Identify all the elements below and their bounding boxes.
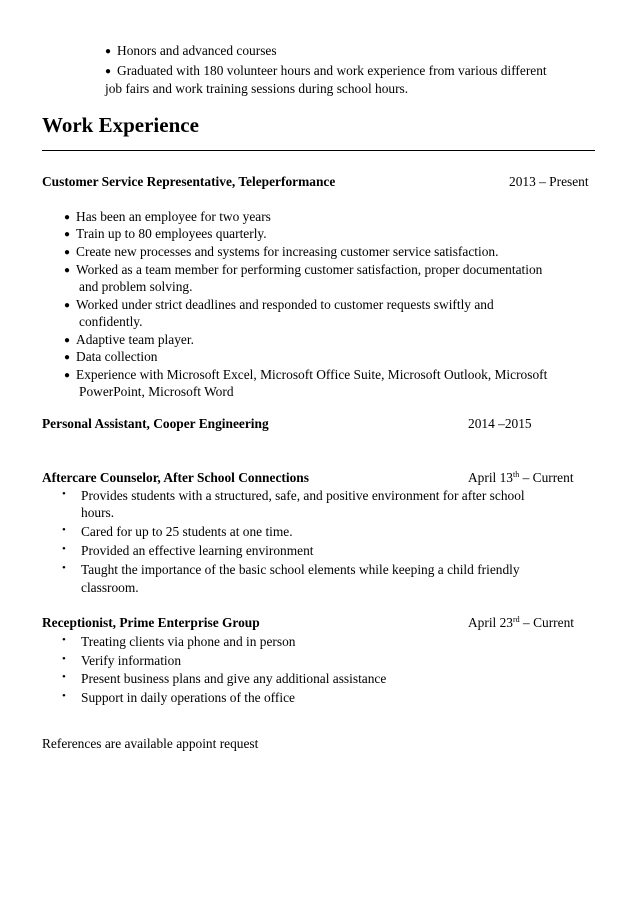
job-bullet [64, 349, 157, 365]
job-bullet-text: Data collection [76, 349, 158, 364]
education-bullet-text: Graduated with 180 volunteer hours and work experience from various different [117, 63, 547, 78]
section-divider [42, 150, 595, 151]
job-bullet-text: Verify information [81, 653, 182, 668]
bullet-icon: • [62, 671, 66, 683]
job-title: Customer Service Representative, Teleperformance [42, 174, 336, 189]
job-title: Aftercare Counselor, After School Connections [42, 470, 309, 485]
job-bullet-continuation: hours. [81, 505, 115, 520]
job-bullet-continuation: classroom. [81, 580, 139, 595]
job-bullet-text: Adaptive team player. [76, 332, 194, 347]
job-date-text: April 13 [468, 470, 514, 485]
job-bullet-text: Has been an employee for two years [76, 209, 271, 224]
education-bullet [105, 63, 547, 79]
job-bullet [64, 332, 194, 348]
job-bullet-text: Provided an effective learning environment [81, 543, 314, 558]
job-bullet-text: Present business plans and give any additional assistance [81, 671, 387, 686]
job-bullet [64, 226, 267, 242]
job-date-suffix: rd [513, 615, 520, 624]
bullet-icon: • [62, 543, 66, 555]
job-bullet [64, 367, 547, 383]
job-title: Personal Assistant, Cooper Engineering [42, 416, 269, 431]
job-bullet [64, 262, 542, 278]
job-bullet [64, 297, 494, 313]
bullet-icon: • [62, 653, 66, 665]
job-dates: 2014 –2015 [468, 416, 532, 431]
job-date-text: April 23 [468, 615, 514, 630]
bullet-icon: • [62, 690, 66, 702]
job-bullet-continuation: and problem solving. [79, 279, 193, 294]
job-bullet-text: Cared for up to 25 students at one time. [81, 524, 293, 539]
job-bullet [64, 209, 271, 225]
job-dates [468, 615, 574, 631]
job-dates [468, 470, 574, 486]
job-bullet-text: Worked under strict deadlines and responded to customer requests swiftly and [76, 297, 494, 312]
education-bullet-continuation: job fairs and work training sessions during school hours. [105, 81, 409, 96]
job-bullet-text: Provides students with a structured, safe, and positive environment for after school [81, 488, 525, 503]
job-bullet-text: Train up to 80 employees quarterly. [76, 226, 267, 241]
job-dates: 2013 – Present [509, 174, 589, 189]
bullet-icon: • [62, 488, 66, 500]
job-date-suffix: th [513, 470, 520, 479]
job-bullet-text: Create new processes and systems for increasing customer service satisfaction. [76, 244, 499, 259]
job-date-text: – Current [519, 470, 574, 485]
bullet-icon: • [62, 634, 66, 646]
job-bullet-continuation: confidently. [79, 314, 143, 329]
education-bullet-text: Honors and advanced courses [117, 43, 277, 58]
job-bullet-text: Taught the importance of the basic school elements while keeping a child friendly [81, 562, 520, 577]
job-title: Receptionist, Prime Enterprise Group [42, 615, 260, 630]
job-bullet-text: Treating clients via phone and in person [81, 634, 296, 649]
section-title: Work Experience [42, 113, 199, 137]
education-bullet [105, 43, 277, 59]
job-date-text: – Current [519, 615, 574, 630]
job-bullet-text: Experience with Microsoft Excel, Microsoft Office Suite, Microsoft Outlook, Microsoft [76, 367, 548, 382]
job-bullet-text: Worked as a team member for performing customer satisfaction, proper documentation [76, 262, 543, 277]
references-note: References are available appoint request [42, 736, 259, 751]
job-bullet-text: Support in daily operations of the office [81, 690, 295, 705]
bullet-icon: • [62, 524, 66, 536]
job-bullet-continuation: PowerPoint, Microsoft Word [79, 384, 234, 399]
job-bullet [64, 244, 498, 260]
bullet-icon: • [62, 562, 66, 574]
